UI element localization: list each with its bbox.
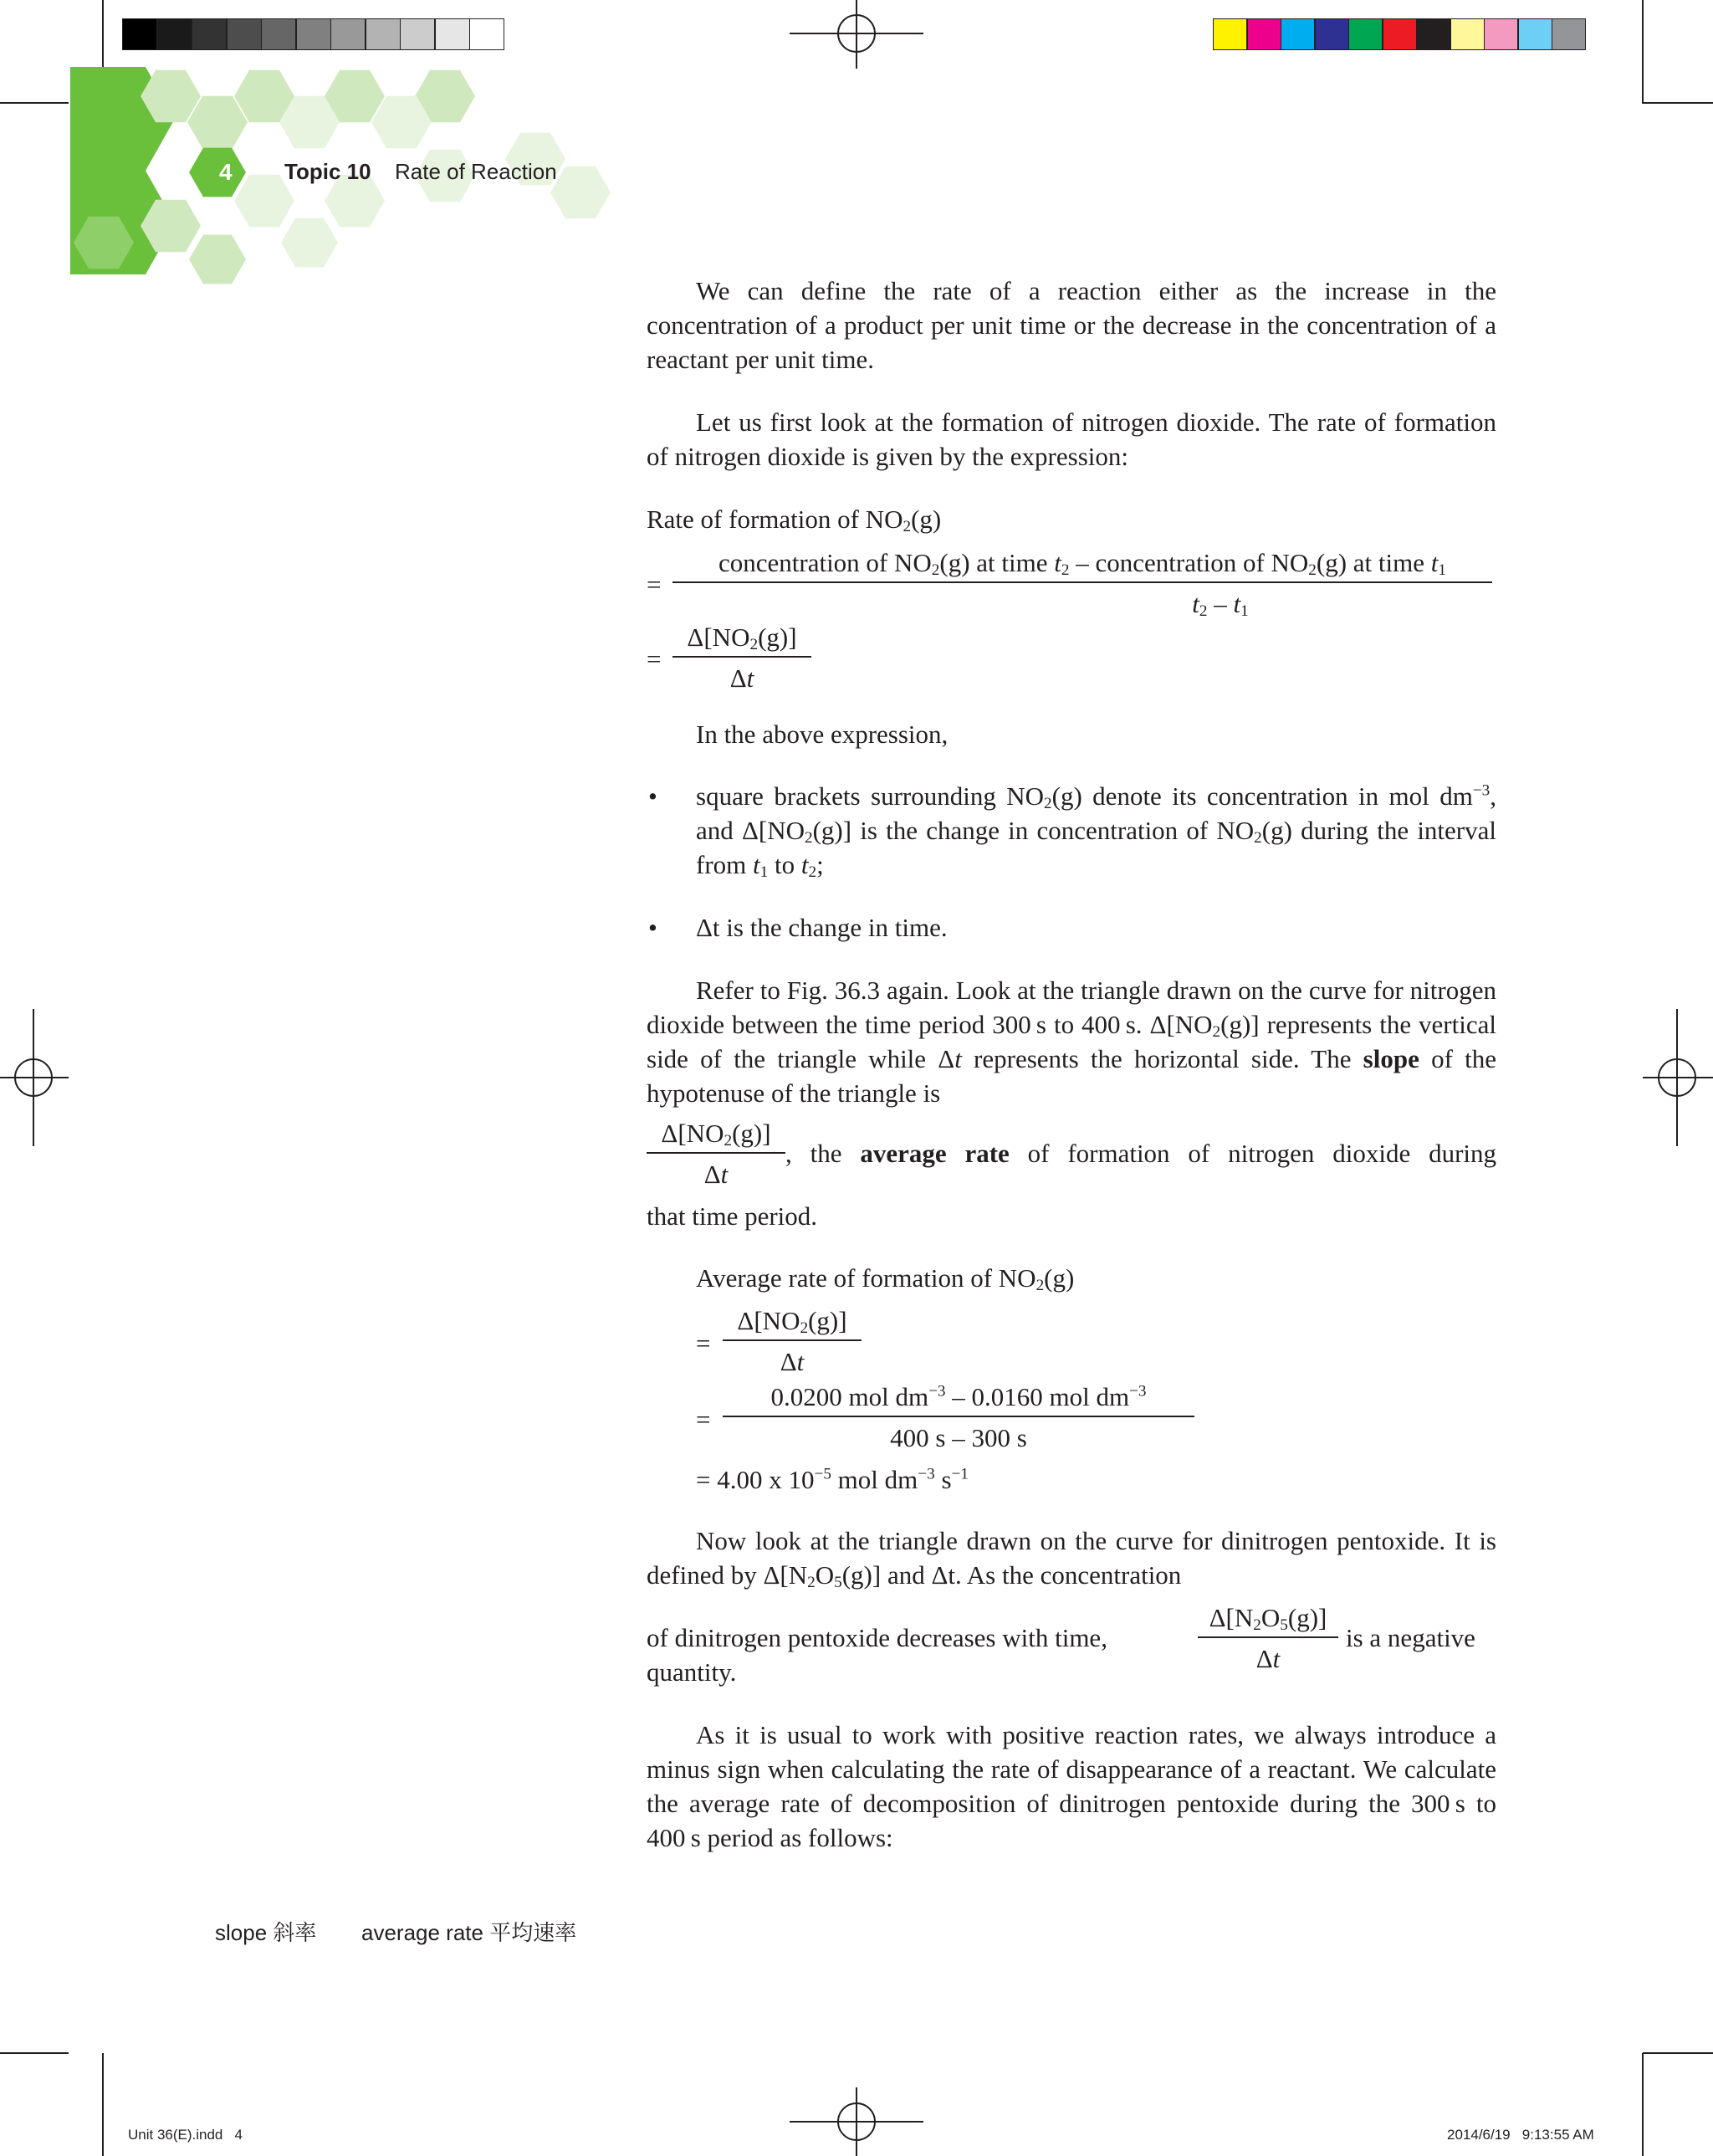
inline-fraction-delta-n2o5: $\frac{\Delta[N_2O_5(g)]}{\Delta t}$ [1198, 1600, 1338, 1676]
hexagon-shape [187, 96, 248, 148]
eq2-label: Average rate of formation of $NO_2(g)$ [696, 1263, 1075, 1295]
eq1-label: Rate of formation of $NO_2(g)$ [647, 504, 942, 536]
paragraph-refer-figure: Refer to Fig. 36.3 again. Look at the triangle drawn on the curve for nitrogen dioxide between the time period 300 s to 400 s. $\Delta[NO_2(g)]$ represents the vertical side of the triangle while Δt represents the horizontal side. The slope of the hypotenuse of the triangle is [647, 976, 1496, 1108]
eq1-fraction-delta: $\frac{\Delta[NO_2(g)]}{\Delta t}$ [672, 620, 811, 695]
slug-timestamp: 2014/6/19 9:13:55 AM [1447, 2127, 1594, 2143]
inline-fraction-delta-no2: $\frac{\Delta[NO_2(g)]}{\Delta t}$ [647, 1116, 785, 1191]
eq2-equals-2: = [696, 1405, 711, 1434]
paragraph-rate-definition: We can define the rate of a reaction either as the increase in the concentration of a product per unit time or the decrease in the concentration of a reactant per unit time. [647, 276, 1496, 374]
eq2-fraction-delta: $\frac{\Delta[NO_2(g)]}{\Delta t}$ [723, 1303, 862, 1379]
bullet-change-in-time: Δt is the change in time. [696, 913, 948, 942]
bullet-concentration: square brackets surrounding $NO_2(g)$ denote its concentration in mol $dm^{-3}$, and $\Delta[NO_2(g)]$ is the change in concentration of $NO_2(g)$ during the interval from $t_1$ to $t_2$; [696, 781, 1496, 882]
slug-filename: Unit 36(E).indd 4 [128, 2127, 243, 2143]
registration-target-left [0, 1009, 69, 1146]
glossary-average-rate: average rate 平均速率 [361, 1920, 577, 1945]
paragraph-dinitrogen-pentoxide-cont: of dinitrogen pentoxide decreases with time, [647, 1623, 1107, 1652]
eq1-equals-1: = [647, 570, 662, 599]
hexagon-decoration [70, 67, 672, 284]
registration-target-top [790, 0, 923, 69]
eq1-equals-2: = [647, 644, 662, 673]
eq1-fraction-definition: concentration of $NO_2(g)$ at time $t_2$ – concentration of $NO_2(g)$ at time $t_1$ $t_2 - t_1$ [672, 545, 1492, 621]
paragraph-refer-figure-end: that time period. [647, 1201, 818, 1231]
registration-target-right [1643, 1009, 1713, 1146]
hexagon-shape [189, 235, 246, 284]
topic-title: Rate of Reaction [395, 159, 557, 184]
bullet-marker-1: • [648, 781, 657, 811]
hexagon-shape [281, 218, 338, 268]
glossary-slope: slope 斜率 [215, 1920, 317, 1945]
hexagon-shape [550, 166, 611, 218]
paragraph-negative-quantity: is a negative [1346, 1623, 1475, 1652]
paragraph-formation-intro: Let us first look at the formation of nitrogen dioxide. The rate of formation of nitrogen dioxide is given by the expression: [647, 407, 1496, 471]
paragraph-quantity: quantity. [647, 1657, 737, 1687]
page-number: 4 [219, 159, 233, 185]
eq2-equals-1: = [696, 1329, 711, 1358]
paragraph-dinitrogen-pentoxide: Now look at the triangle drawn on the curve for dinitrogen pentoxide. It is defined by $\Delta[N_2O_5(g)]$ and Δt. As the concentration [647, 1526, 1496, 1592]
eq2-fraction-values: 0.0200 mol $dm^{-3} - 0.0160$ mol $dm^{-3}$ 400 s – 300 s [723, 1380, 1194, 1455]
registration-target-bottom [790, 2087, 923, 2156]
hexagon-shape [189, 148, 246, 197]
paragraph-above-expression: In the above expression, [696, 720, 949, 749]
eq2-result: = 4.00 x $10^{-5}$ mol $dm^{-3}$ $s^{-1}$ [696, 1465, 969, 1494]
paragraph-positive-rates: As it is usual to work with positive reaction rates, we always introduce a minus sign when calculating the rate of disappearance of a reactant. We calculate the average rate of decomposition of dinitrogen pentoxide during the 300 s to 400 s period as follows: [647, 1720, 1496, 1852]
paragraph-refer-figure-cont: , the average rate of formation of nitrogen dioxide during [785, 1139, 1496, 1168]
bullet-marker-2: • [648, 913, 657, 942]
topic-label: Topic 10 [284, 159, 371, 184]
